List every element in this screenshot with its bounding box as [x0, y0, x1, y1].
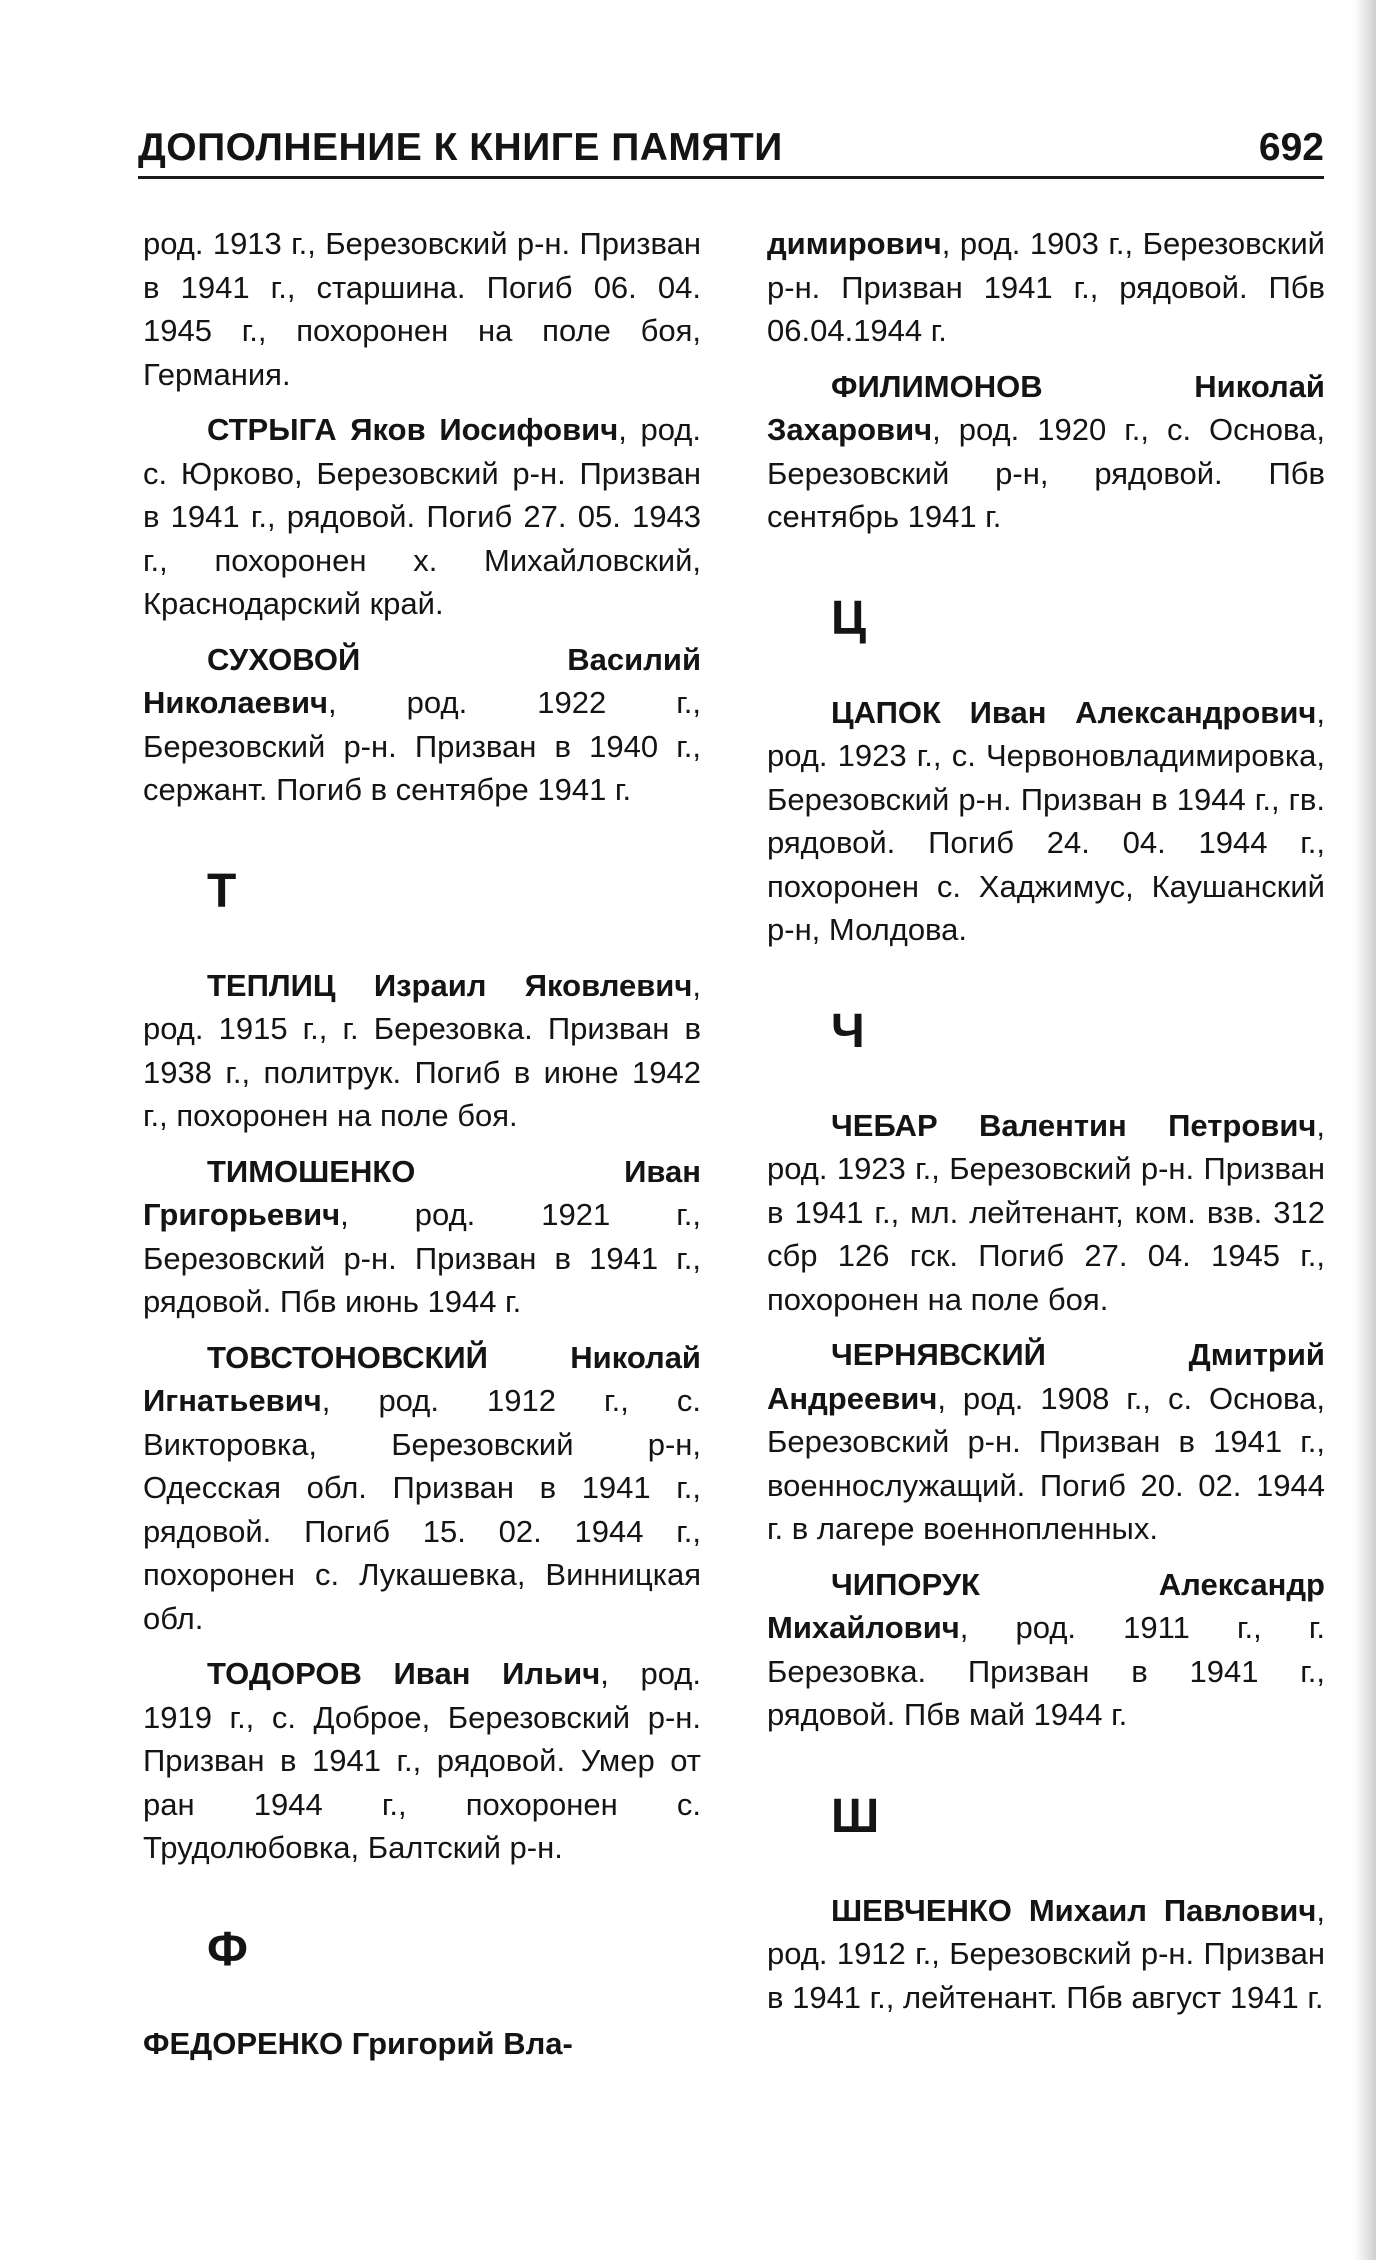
entry-name: ЧЕРНЯВСКИЙ Дмитрий Андреевич	[767, 1337, 1325, 1416]
entry-chernyavsky	[767, 1333, 1325, 1551]
entry-tovstonovsky	[143, 1336, 701, 1641]
header-title: ДОПОЛНЕНИЕ К КНИГЕ ПАМЯТИ	[138, 126, 783, 169]
left-column	[143, 222, 701, 2077]
entry-name: ТОВСТОНОВСКИЙ Николай Игнатьевич	[143, 1339, 701, 1418]
entry-name: ЧИПОРУК Александр Михайлович	[767, 1566, 1325, 1645]
section-letter-ch: Ч	[831, 1004, 865, 1058]
entry-name: СТРЫГА Яков Иосифович	[207, 412, 619, 447]
section-letter-f: Ф	[207, 1922, 248, 1976]
entry-name: ШЕВЧЕНКО Михаил Павлович	[831, 1892, 1317, 1928]
entry-name: димирович	[767, 226, 942, 261]
scan-edge-shadow	[1354, 0, 1376, 2260]
entry-text: , род. 1911 г., г. Березовка. Призван в 1941 г., рядовой. Пбв май 1944 г.	[767, 1610, 1325, 1732]
entry-text: , род. 1919 г., с. Доброе, Березовский р-н. Призван в 1941 г., рядовой. Умер от ран 1944 г., похоронен с. Трудолюбовка, Балтский р-н.	[143, 1656, 701, 1865]
entry-text: , род. 1912 г., Березовский р-н. Призван в 1941 г., лейтенант. Пбв август 1941 г.	[767, 1892, 1325, 2015]
entry-text: , род. 1920 г., с. Основа, Березовский р-н, рядовой. Пбв сентябрь 1941 г.	[767, 412, 1325, 534]
entry-stryga	[143, 408, 701, 626]
section-letter-ts: Ц	[831, 591, 867, 645]
entry-tsapok	[767, 691, 1325, 952]
entry-text: , род. 1912 г., с. Викторовка, Березовский р-н, Одесская обл. Призван в 1941 г., рядовой. Погиб 15. 02. 1944 г., похоронен с. Лукашевка, Винницкая обл.	[143, 1383, 701, 1636]
entry-name: ТИМОШЕНКО Иван Григорьевич	[143, 1153, 701, 1232]
entry-sukhovoy	[143, 638, 701, 812]
entry-name: ТОДОРОВ Иван Ильич	[207, 1656, 601, 1691]
entry-filimonov	[767, 365, 1325, 539]
page-number: 692	[1258, 126, 1324, 169]
entry-name: ФЕДОРЕНКО Григорий Вла-	[143, 2025, 573, 2061]
entry-text: , род. 1903 г., Березовский р-н. Призван 1941 г., рядовой. Пбв 06.04.1944 г.	[767, 226, 1325, 348]
entry-fedorenko	[143, 2022, 701, 2066]
entry-teplits	[143, 964, 701, 1138]
right-column	[767, 222, 1325, 2031]
entry-name: СУХОВОЙ Василий Николаевич	[143, 641, 701, 720]
entry-name: ЦАПОК Иван Александрович	[831, 694, 1317, 730]
section-letter-t: Т	[207, 864, 237, 918]
entry-text: , род. 1923 г., с. Червоновладимировка, Березовский р-н. Призван в 1944 г., гв. рядовой. Погиб 24. 04. 1944 г., похоронен с. Хаджимус, Каушанский р-н, Молдова.	[767, 694, 1325, 947]
entry-text: , род. 1923 г., Березовский р-н. Призван в 1941 г., мл. лейтенант, ком. взв. 312 сбр 126 гск. Погиб 27. 04. 1945 г., похоронен на поле боя.	[767, 1107, 1325, 1317]
entry-text: род. 1913 г., Березовский р-н. Призван в 1941 г., старшина. Погиб 06. 04. 1945 г., похоронен на поле боя, Германия.	[143, 226, 701, 392]
entry-text: , род. 1908 г., с. Основа, Березовский р-н. Призван в 1941 г., военнослужащий. Погиб 20. 02. 1944 г. в лагере военнопленных.	[767, 1380, 1325, 1546]
entry-chiporuk	[767, 1563, 1325, 1737]
entry-name: ЧЕБАР Валентин Петрович	[831, 1107, 1317, 1143]
entry-text: , род. 1921 г., Березовский р-н. Призван в 1941 г., рядовой. Пбв июнь 1944 г.	[143, 1197, 701, 1319]
section-letter-sh: Ш	[831, 1789, 880, 1843]
entry-shevchenko	[767, 1889, 1325, 2020]
entry-name: ФИЛИМОНОВ Николай Захарович	[767, 368, 1325, 447]
page-header	[138, 120, 1324, 179]
entry-text: , род. 1915 г., г. Березовка. Призван в 1938 г., политрук. Погиб в июне 1942 г., похоронен на поле боя.	[143, 967, 701, 1133]
entry-todorov	[143, 1652, 701, 1870]
entry-chebar	[767, 1104, 1325, 1322]
entry-text: , род. с. Юрково, Березовский р-н. Призван в 1941 г., рядовой. Погиб 27. 05. 1943 г., похоронен х. Михайловский, Краснодарский край.	[143, 412, 701, 621]
entry-fedorenko-continued	[767, 222, 1325, 353]
entry-text: , род. 1922 г., Березовский р-н. Призван в 1940 г., сержант. Погиб в сентябре 1941 г.	[143, 685, 701, 807]
entry-timoshenko	[143, 1150, 701, 1324]
entry-continued	[143, 222, 701, 396]
entry-name: ТЕПЛИЦ Израил Яковлевич	[207, 967, 693, 1003]
